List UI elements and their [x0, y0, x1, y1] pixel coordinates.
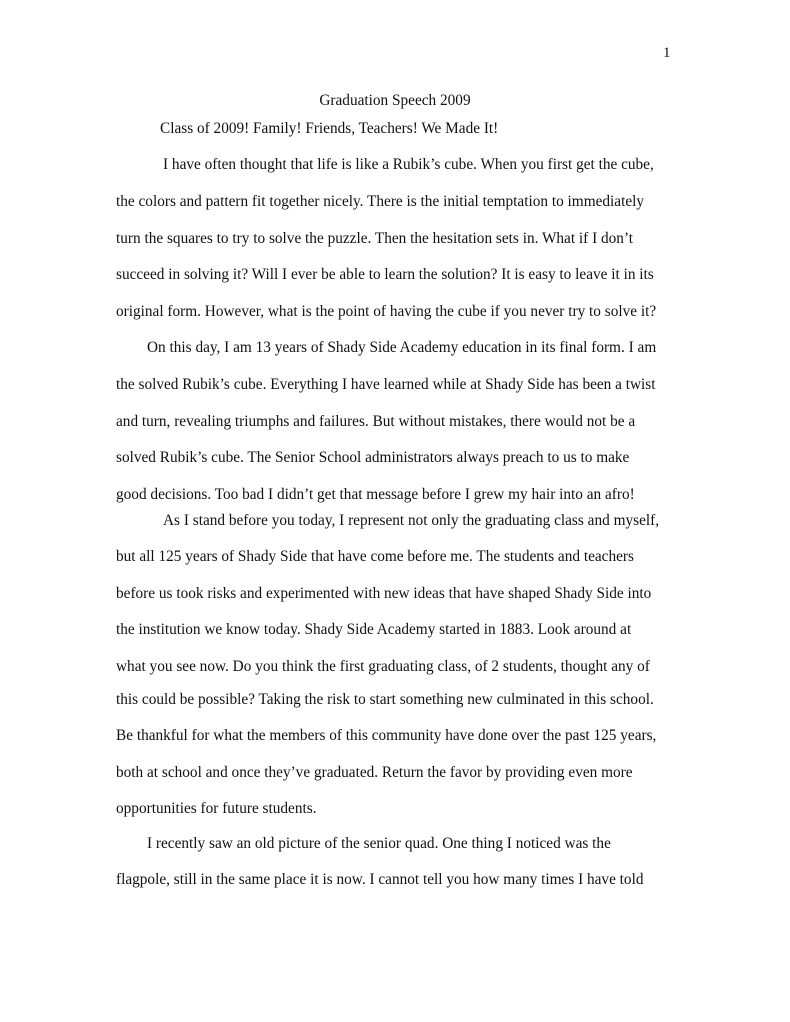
text-line: opportunities for future students.	[116, 800, 317, 817]
text-line: what you see now. Do you think the first graduating class, of 2 students, thought any of	[116, 658, 650, 675]
text-line: and turn, revealing triumphs and failures. But without mistakes, there would not be a	[116, 413, 636, 430]
text-line: Be thankful for what the members of this community have done over the past 125 years,	[116, 727, 657, 744]
page-number: 1	[663, 45, 671, 61]
text-line: As I stand before you today, I represent not only the graduating class and myself,	[163, 512, 660, 529]
text-line: the solved Rubik’s cube. Everything I have learned while at Shady Side has been a twist	[116, 376, 656, 393]
text-line: the colors and pattern fit together nicely. There is the initial temptation to immediately	[116, 193, 645, 210]
text-line: Class of 2009! Family! Friends, Teachers! We Made It!	[160, 120, 499, 137]
text-line: but all 125 years of Shady Side that have come before me. The students and teachers	[116, 548, 634, 565]
text-line: solved Rubik’s cube. The Senior School administrators always preach to us to make	[116, 449, 630, 466]
text-line: original form. However, what is the point of having the cube if you never try to solve it?	[116, 303, 657, 320]
text-line: this could be possible? Taking the risk to start something new culminated in this school.	[116, 691, 654, 708]
text-line: flagpole, still in the same place it is now. I cannot tell you how many times I have told	[116, 871, 644, 888]
text-line: turn the squares to try to solve the puzzle. Then the hesitation sets in. What if I don’t	[116, 230, 634, 247]
text-line: the institution we know today. Shady Side Academy started in 1883. Look around at	[116, 621, 632, 638]
text-line: I have often thought that life is like a Rubik’s cube. When you first get the cube,	[163, 156, 654, 173]
text-line: I recently saw an old picture of the senior quad. One thing I noticed was the	[147, 835, 611, 852]
text-line: On this day, I am 13 years of Shady Side Academy education in its final form. I am	[147, 339, 657, 356]
text-line: good decisions. Too bad I didn’t get that message before I grew my hair into an afro!	[116, 486, 635, 503]
text-line: both at school and once they’ve graduated. Return the favor by providing even more	[116, 764, 633, 781]
text-line: succeed in solving it? Will I ever be able to learn the solution? It is easy to leave it in its	[116, 266, 654, 283]
document-title: Graduation Speech 2009	[319, 92, 471, 109]
text-line: before us took risks and experimented with new ideas that have shaped Shady Side into	[116, 585, 652, 602]
